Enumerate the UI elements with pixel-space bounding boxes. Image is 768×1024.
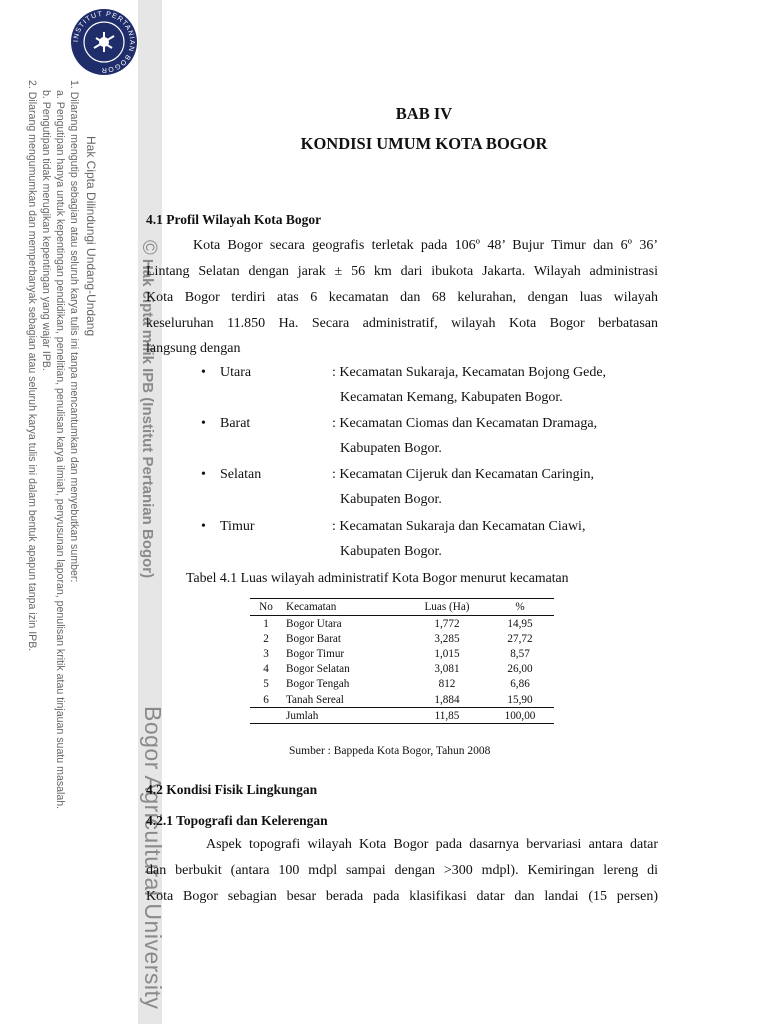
chapter-title: KONDISI UMUM KOTA BOGOR (300, 134, 548, 153)
header-percent: % (486, 599, 554, 616)
table-row (250, 662, 554, 677)
para-line: keseluruhan 11.850 Ha. Secara administratif, wilayah Kota Bogor berbatasan (146, 316, 658, 331)
header-no: No (250, 599, 282, 616)
bullet-dot: • (201, 365, 206, 380)
para-line: Aspek topografi wilayah Kota Bogor pada dasarnya bervariasi antara datar (206, 837, 658, 852)
copyright-symbol: © (138, 240, 160, 255)
notice-line-a: a. Pengutipan hanya untuk kepentingan pendidikan, penelitian, penulisan karya ilmiah, penyusunan laporan, penulisan kritik atau tinjauan suatu masalah. (54, 90, 66, 810)
cell-no: 4 (263, 663, 269, 676)
logo-ring-text: INSTITUT PERTANIAN BOGOR (72, 10, 136, 74)
table-row (250, 646, 554, 661)
border-desc: : Kecamatan Ciomas dan Kecamatan Dramaga, (332, 416, 598, 431)
notice-line-2: 2. Dilarang mengumumkan dan memperbanyak sebagian atau seluruh karya tulis ini dalam bentuk apapun tanpa izin IPB. (26, 80, 38, 652)
table-row (250, 692, 554, 708)
para-line: Lintang Selatan dengan jarak ± 56 km dari ibukota Jakarta. Wilayah administrasi (146, 264, 658, 279)
cell-luas: 3,285 (434, 632, 460, 645)
watermark-owner-text: Hak cipta milik IPB (Institut Pertanian Bogor) (139, 258, 156, 579)
section-4-2-heading: 4.2 Kondisi Fisik Lingkungan (146, 782, 318, 797)
bullet-dot: • (201, 416, 206, 431)
table-total-row (250, 708, 554, 724)
cell-luas: 1,884 (434, 693, 460, 706)
cell-percent: 8,57 (510, 647, 530, 660)
border-desc: : Kecamatan Cijeruk dan Kecamatan Caringin, (332, 467, 595, 482)
cell-no: 5 (263, 678, 269, 691)
cell-kecamatan: Tanah Sereal (286, 693, 344, 706)
cell-percent: 26,00 (507, 663, 533, 676)
cell-total-luas: 11,85 (408, 708, 486, 724)
cell-luas: 812 (438, 678, 456, 691)
chapter-number: BAB IV (395, 104, 453, 123)
cell-kecamatan: Bogor Tengah (286, 678, 350, 691)
cell-no: 3 (263, 647, 269, 660)
cell-percent: 6,86 (510, 678, 530, 691)
table-row (250, 677, 554, 692)
bullet-dot: • (201, 467, 206, 482)
cell-kecamatan: Bogor Barat (286, 632, 341, 645)
bullet-dot: • (201, 519, 206, 534)
border-direction: Barat (220, 416, 251, 431)
cell-percent: 27,72 (507, 632, 533, 645)
cell-kecamatan: Bogor Utara (286, 617, 342, 630)
watermark-university: Bogor Agricultural University (140, 706, 166, 1010)
area-table (250, 598, 554, 724)
section-4-1-heading: 4.1 Profil Wilayah Kota Bogor (146, 212, 322, 227)
table-caption: Tabel 4.1 Luas wilayah administratif Kota Bogor menurut kecamatan (186, 570, 569, 585)
border-direction: Selatan (220, 467, 262, 482)
notice-line-1: 1. Dilarang mengutip sebagian atau seluruh karya tulis ini tanpa mencantumkan dan menyebutkan sumber: (68, 80, 80, 583)
cell-luas: 1,015 (434, 647, 460, 660)
border-desc: Kecamatan Kemang, Kabupaten Bogor. (340, 390, 563, 405)
copyright-notice-title: Hak Cipta Dilindungi Undang-Undang (84, 136, 98, 337)
para-line: dan berbukit (antara 100 mdpl sampai dengan >300 mdpl). Kemiringan lereng di (146, 863, 658, 878)
header-luas: Luas (Ha) (408, 599, 486, 616)
header-kecamatan: Kecamatan (282, 599, 408, 616)
cell-luas: 3,081 (434, 663, 460, 676)
border-desc: Kabupaten Bogor. (340, 492, 442, 507)
cell-no: 6 (263, 693, 269, 706)
cell-kecamatan: Bogor Selatan (286, 663, 350, 676)
table-row (250, 616, 554, 632)
border-desc: Kabupaten Bogor. (340, 441, 442, 456)
notice-line-b: b. Pengutipan tidak merugikan kepentingan yang wajar IPB. (40, 90, 52, 371)
para-line: langsung dengan (146, 341, 241, 356)
cell-percent: 14,95 (507, 617, 533, 630)
para-line: Kota Bogor terdiri atas 6 kecamatan dan 68 kelurahan, dengan luas wilayah (146, 290, 658, 305)
cell-no: 1 (263, 617, 269, 630)
border-desc: : Kecamatan Sukaraja dan Kecamatan Ciawi, (332, 519, 586, 534)
table-header-row (250, 599, 554, 616)
border-direction: Timur (220, 519, 255, 534)
para-line: Kota Bogor sebagian besar berada pada klasifikasi datar dan landai (15 persen) (146, 889, 658, 904)
cell-no (250, 708, 282, 724)
table-row (250, 631, 554, 646)
section-4-2-1-heading: 4.2.1 Topografi dan Kelerengan (146, 813, 328, 828)
cell-percent: 15,90 (507, 693, 533, 706)
border-direction: Utara (220, 365, 252, 380)
border-desc: : Kecamatan Sukaraja, Kecamatan Bojong Gede, (332, 365, 607, 380)
cell-total-percent: 100,00 (486, 708, 554, 724)
cell-total-label: Jumlah (282, 708, 408, 724)
para-line: Kota Bogor secara geografis terletak pada 106º 48’ Bujur Timur dan 6º 36’ (193, 238, 658, 253)
table-source: Sumber : Bappeda Kota Bogor, Tahun 2008 (289, 745, 491, 757)
cell-no: 2 (263, 632, 269, 645)
border-desc: Kabupaten Bogor. (340, 544, 442, 559)
cell-luas: 1,772 (434, 617, 460, 630)
cell-kecamatan: Bogor Timur (286, 647, 345, 660)
